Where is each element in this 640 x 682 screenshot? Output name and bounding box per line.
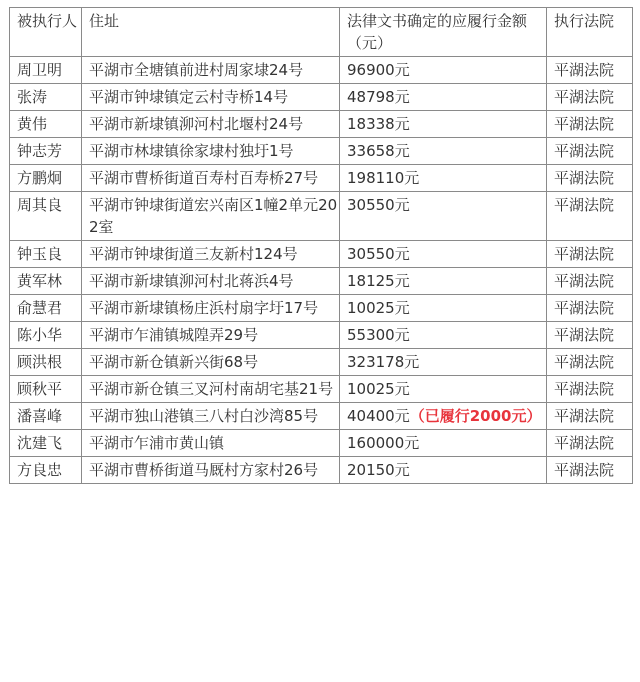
cell-court: 平湖法院: [547, 430, 633, 457]
cell-court: 平湖法院: [547, 268, 633, 295]
paid-note: （已履行2000元）: [409, 407, 542, 425]
cell-address: 平湖市乍浦镇城隍弄29号: [82, 322, 340, 349]
cell-name: 俞慧君: [10, 295, 82, 322]
header-address: 住址: [82, 8, 340, 57]
cell-amount: [340, 57, 547, 84]
cell-court: 平湖法院: [547, 192, 633, 241]
amount-value: 10025元: [347, 380, 410, 398]
cell-name: 方良忠: [10, 457, 82, 484]
amount-value: 55300元: [347, 326, 410, 344]
enforcement-table: [9, 7, 633, 484]
table-row: [10, 376, 633, 403]
cell-address: 平湖市钟埭镇定云村寺桥14号: [82, 84, 340, 111]
cell-address: 平湖市新埭镇泖河村北堰村24号: [82, 111, 340, 138]
cell-name: 顾秋平: [10, 376, 82, 403]
cell-court: 平湖法院: [547, 403, 633, 430]
amount-value: 40400元: [347, 407, 410, 425]
amount-value: 20150元: [347, 461, 410, 479]
cell-amount: [340, 295, 547, 322]
cell-address: 平湖市曹桥街道马厩村方家村26号: [82, 457, 340, 484]
cell-name: 陈小华: [10, 322, 82, 349]
amount-value: 33658元: [347, 142, 410, 160]
table-row: [10, 268, 633, 295]
amount-value: 30550元: [347, 196, 410, 214]
cell-address: 平湖市乍浦市黄山镇: [82, 430, 340, 457]
cell-amount: [340, 138, 547, 165]
table-row: [10, 322, 633, 349]
cell-amount: [340, 376, 547, 403]
cell-address: 平湖市新埭镇杨庄浜村扇字圩17号: [82, 295, 340, 322]
cell-amount: [340, 84, 547, 111]
cell-name: 周卫明: [10, 57, 82, 84]
cell-court: 平湖法院: [547, 349, 633, 376]
cell-court: 平湖法院: [547, 376, 633, 403]
cell-court: 平湖法院: [547, 111, 633, 138]
cell-amount: [340, 268, 547, 295]
cell-name: 黄伟: [10, 111, 82, 138]
amount-value: 160000元: [347, 434, 420, 452]
cell-amount: [340, 430, 547, 457]
cell-amount: [340, 192, 547, 241]
cell-court: 平湖法院: [547, 57, 633, 84]
amount-value: 30550元: [347, 245, 410, 263]
header-amount: 法律文书确定的应履行金额（元）: [340, 8, 547, 57]
amount-value: 18338元: [347, 115, 410, 133]
cell-name: 钟志芳: [10, 138, 82, 165]
table-row: [10, 349, 633, 376]
cell-address: 平湖市林埭镇徐家埭村独圩1号: [82, 138, 340, 165]
table-row: [10, 165, 633, 192]
table-row: [10, 57, 633, 84]
table-row: [10, 295, 633, 322]
table-row: [10, 192, 633, 241]
cell-name: 张涛: [10, 84, 82, 111]
cell-court: 平湖法院: [547, 457, 633, 484]
header-row: [10, 8, 633, 57]
table-row: [10, 430, 633, 457]
table-row: [10, 457, 633, 484]
amount-value: 198110元: [347, 169, 420, 187]
table-row: [10, 84, 633, 111]
cell-court: 平湖法院: [547, 165, 633, 192]
cell-address: 平湖市钟埭街道宏兴南区1幢2单元202室: [82, 192, 340, 241]
header-court: 执行法院: [547, 8, 633, 57]
cell-amount: [340, 165, 547, 192]
cell-address: 平湖市新仓镇新兴街68号: [82, 349, 340, 376]
cell-address: 平湖市全塘镇前进村周家埭24号: [82, 57, 340, 84]
cell-court: 平湖法院: [547, 295, 633, 322]
cell-address: 平湖市新仓镇三叉河村南胡宅基21号: [82, 376, 340, 403]
cell-name: 顾洪根: [10, 349, 82, 376]
cell-amount: [340, 111, 547, 138]
cell-amount: [340, 349, 547, 376]
table-body: [10, 57, 633, 484]
table-row: [10, 403, 633, 430]
cell-amount: [340, 403, 547, 430]
amount-value: 10025元: [347, 299, 410, 317]
table-row: [10, 138, 633, 165]
cell-name: 钟玉良: [10, 241, 82, 268]
amount-value: 323178元: [347, 353, 420, 371]
cell-address: 平湖市曹桥街道百寿村百寿桥27号: [82, 165, 340, 192]
cell-name: 沈建飞: [10, 430, 82, 457]
cell-name: 潘喜峰: [10, 403, 82, 430]
cell-address: 平湖市新埭镇泖河村北蒋浜4号: [82, 268, 340, 295]
cell-amount: [340, 241, 547, 268]
cell-court: 平湖法院: [547, 322, 633, 349]
cell-address: 平湖市钟埭街道三友新村124号: [82, 241, 340, 268]
cell-court: 平湖法院: [547, 84, 633, 111]
cell-name: 周其良: [10, 192, 82, 241]
amount-value: 18125元: [347, 272, 410, 290]
cell-amount: [340, 322, 547, 349]
cell-name: 方鹏炯: [10, 165, 82, 192]
cell-address: 平湖市独山港镇三八村白沙湾85号: [82, 403, 340, 430]
table-row: [10, 241, 633, 268]
cell-amount: [340, 457, 547, 484]
amount-value: 96900元: [347, 61, 410, 79]
cell-court: 平湖法院: [547, 138, 633, 165]
amount-value: 48798元: [347, 88, 410, 106]
table-row: [10, 111, 633, 138]
cell-name: 黄军林: [10, 268, 82, 295]
header-name: 被执行人: [10, 8, 82, 57]
cell-court: 平湖法院: [547, 241, 633, 268]
